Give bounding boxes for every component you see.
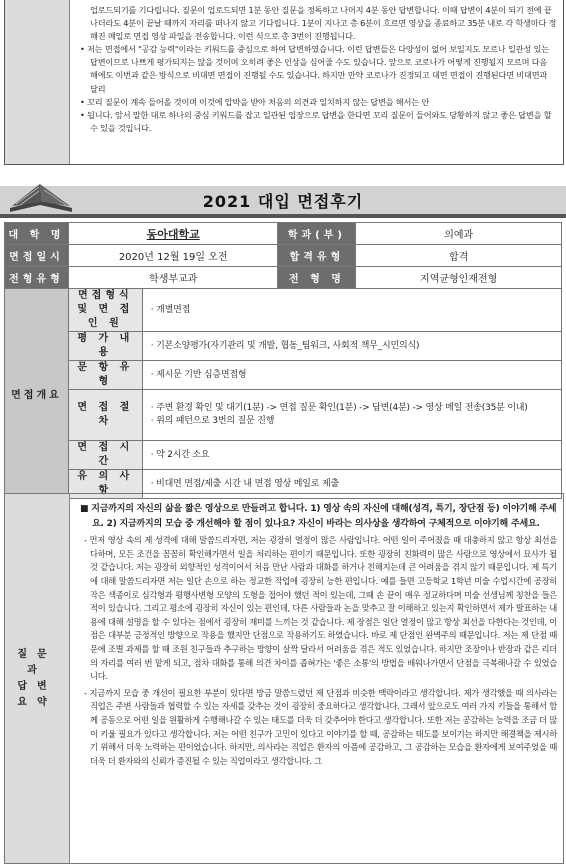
page-title: 2021 대입 면접후기: [202, 192, 364, 211]
row-label: 면 접 시 간: [68, 441, 142, 470]
row-value: · 개별면접: [142, 289, 561, 332]
table-row: [5, 245, 562, 267]
date-value: 2020년 12월 19일 오전: [68, 245, 278, 267]
row-label: 면 접 절 차: [68, 390, 142, 441]
side-gray-column: [5, 0, 70, 164]
row-label: 문 항 유 형: [68, 361, 142, 390]
row-value: · 비대면 면접/제출 시간 내 면접 영상 메일로 제출: [142, 470, 561, 499]
admission-type-label: 전형유형: [5, 267, 69, 289]
row-value: · 약 2시간 소요: [142, 441, 561, 470]
university-label: 대 학 명: [5, 223, 69, 245]
track-label: 전 형 명: [278, 267, 356, 289]
row-value: · 기본소양평가(자기관리 및 개발, 협동_팀워크, 사회적 책무_시민의식): [142, 332, 561, 361]
qa-block: [4, 493, 564, 864]
procedure-line: · 위의 패턴으로 3번의 질문 진행: [150, 416, 275, 426]
bullet-item: • 저는 면접에서 "공감 능력"이라는 키워드를 중심으로 하여 답변하였습니다. 이런 답변들은 다양성이 없어 보일지도 모르나 일관성 있는 답변이므로 나쁘게 평가되지는 않을 것이며 오히려 좋은 인상을 심어줄 수도 있습니다. 앞으로 코로나가 어떻게 진행될지 모르며 다음 해에도 이번과 같은 방식으로 비대면 면접이 진행될 수도 있습니다. 하지만 만약 코로나가 진정되고 대면 면접이 진행된다면 비대면과 달리: [80, 44, 549, 94]
result-value: 합격: [356, 245, 562, 267]
admission-type-value: 학생부교과: [68, 267, 278, 289]
table-row: [5, 390, 562, 441]
answer-paragraph: - 지금까지 모습 중 개선이 필요한 부분이 있다면 방금 말씀드렸던 제 단점과 비슷한 맥락이라고 생각합니다. 제가 생각했을 때 의사라는 직업은 주변 사람들과 협력할 수 있는 자세를 갖추는 것이 굉장히 중요하다고 생각합니다. 그래서 앞으로도 여러 가지 키들을 통해서 함께 공동으로 어떤 일을 원활하게 수행해나갈 수 있는 태도를 더욱 더 갖추어야 한다고 생각합니다. 또한 저는 공감하는 능력을 조금 더 많이 키울 필요가 있다고 생각합니다. 저는 어떤 친구가 고민이 있다고 이야기를 할 때, 공감하는 태도를 보이기는 하지만 해결책을 제시하기 위해서 더욱 노력하는 편이었습니다. 하지만, 의사라는 직업은 환자의 아픔에 공감하고, 그 공감하는 모습을 환자에게 보여주었을 때 더욱 더 환자와의 신뢰가 증진될 수 있는 직업이라고 생각합니다. 그: [84, 687, 557, 766]
row-label: 유 의 사 항: [68, 470, 142, 499]
date-label: 면접일시: [5, 245, 69, 267]
result-label: 합격유형: [278, 245, 356, 267]
bullet-item: • 됩니다. 앞서 말한 대로 하나의 중심 키워드를 잡고 일관된 입장으로 답변을 한다면 꼬리 질문이 들어와도 당황하지 않고 좋은 답변을 할 수 있을 것입니다.: [80, 109, 552, 133]
bullet-item: • 꼬리 질문이 계속 들어올 것이며 이것에 압박을 받아 처음의 의견과 일치하지 않는 답변을 해서는 안: [80, 96, 430, 107]
interview-question: ■ 지금까지의 자신의 삶을 짧은 영상으로 만들려고 합니다. 1) 영상 속의 자신에 대해(성격, 특기, 장단점 등) 이야기해 주세요. 2) 지금까지의 모습 중 개선해야 할 점이 있나요? 자신이 바라는 의사상을 생각하여 구체적으로 이야기해 주세요.: [80, 504, 557, 529]
table-row: [5, 441, 562, 470]
qa-side-label: 질문과 답변 요약: [17, 648, 57, 708]
previous-answer-text: [70, 0, 563, 164]
row-value: [142, 390, 561, 441]
track-value: 지역균형인재전형: [356, 267, 562, 289]
interview-info-table: [4, 222, 562, 499]
section-banner: [0, 178, 566, 218]
qa-side-column: [5, 494, 70, 863]
table-row: [5, 361, 562, 390]
department-label: 학과(부): [278, 223, 356, 245]
overview-label: 면접개요: [5, 289, 69, 499]
row-label: 면접형식 및 면 접 인 원: [68, 289, 142, 332]
qa-body: [70, 494, 563, 863]
table-row: [5, 332, 562, 361]
table-row: [5, 289, 562, 332]
answer-paragraph: 업로드되기를 기다립니다. 질문이 업로드되면 1분 동안 질문을 정독하고 나머지 4분 동안 답변합니다. 이때 답변이 4분이 되기 전에 끝나더라도 4분이 끝날 때까지 자리를 떠나지 않고 기다립니다. 1분이 지나고 총 6분이 흐르면 영상을 종료하고 35분 내로 각 학생마다 정해진 메일로 면접 영상 파일을 전송합니다. 이런 식으로 총 3번이 진행됩니다.: [90, 5, 557, 42]
answer-paragraph: - 먼저 영상 속의 제 성격에 대해 말씀드리자면, 저는 굉장히 열정이 많은 사람입니다. 어떤 일이 주어졌을 때 대충하지 않고 항상 최선을 다하며, 모든 조건을 꼼꼼히 확인해가면서 일을 처리하는 편이기 때문입니다. 또한 굉장히 친화력이 많은 사람으로 영상에서 묘사가 될 것 같습니다. 저는 굉장히 외향적인 성격이어서 처음 만난 사람과 대화를 하거나 친해지는데 큰 어려움을 겪지 않기 때문입니다. 제 특기에 대해 말씀드리자면 저는 일단 손으로 하는 정교한 작업에 굉장히 능한 편입니다. 예를 들면 고등학교 1학년 미술 수업시간에 공장히 작은 색종이로 심각형과 평행사변형 모양의 도형을 접어야 했던 적이 있는데, 그때 손 끝이 매우 정교하다며 미술 선생님께 칭찬을 들은 적이 있습니다. 그리고 평소에 굉장히 자신이 있는 편인데, 다른 사람들과 논을 맞추고 잘 이해하고 있는지 확인하면서 제가 발표하는 내용에 대해 설명을 할 수 있다는 점에서 굉장히 재미를 느끼는 것 같습니다. 제 장점은 일단 열정이 많고 항상 최선을 다한다는 것인데, 이 점은 대부분 긍정적인 방향으로 작용을 했지만 단점으로 작용하기도 하였습니다. 바로 제 단점인 완벽주의 때문입니다. 저는 제 단점 때문에 조별 과제를 할 때 조원 친구들과 추구하는 방향이 살짝 달라서 어려움을 겪은 적도 있었습니다. 하지만 조장이나 반장과 같은 리더의 자리를 여러 번 맡게 되고, 점차 대화를 통해 의견 차이를 좁혀가는 '좋은 소통'의 방법을 배워나가면서 단점을 극복해나갈 수 있었습니다.: [84, 535, 557, 682]
row-label: 평 가 내 용: [68, 332, 142, 361]
previous-answer-block: [4, 0, 564, 165]
table-row: [5, 223, 562, 245]
table-row: [5, 267, 562, 289]
department-value: 의예과: [356, 223, 562, 245]
row-value: · 제시문 기반 심층면접형: [142, 361, 561, 390]
university-value: 동아대학교: [68, 223, 278, 245]
procedure-line: · 주변 환경 확인 및 대기(1분) -> 면접 질문 확인(1분) -> 답변(4분) -> 영상 메일 전송(35분 이내): [150, 403, 528, 413]
